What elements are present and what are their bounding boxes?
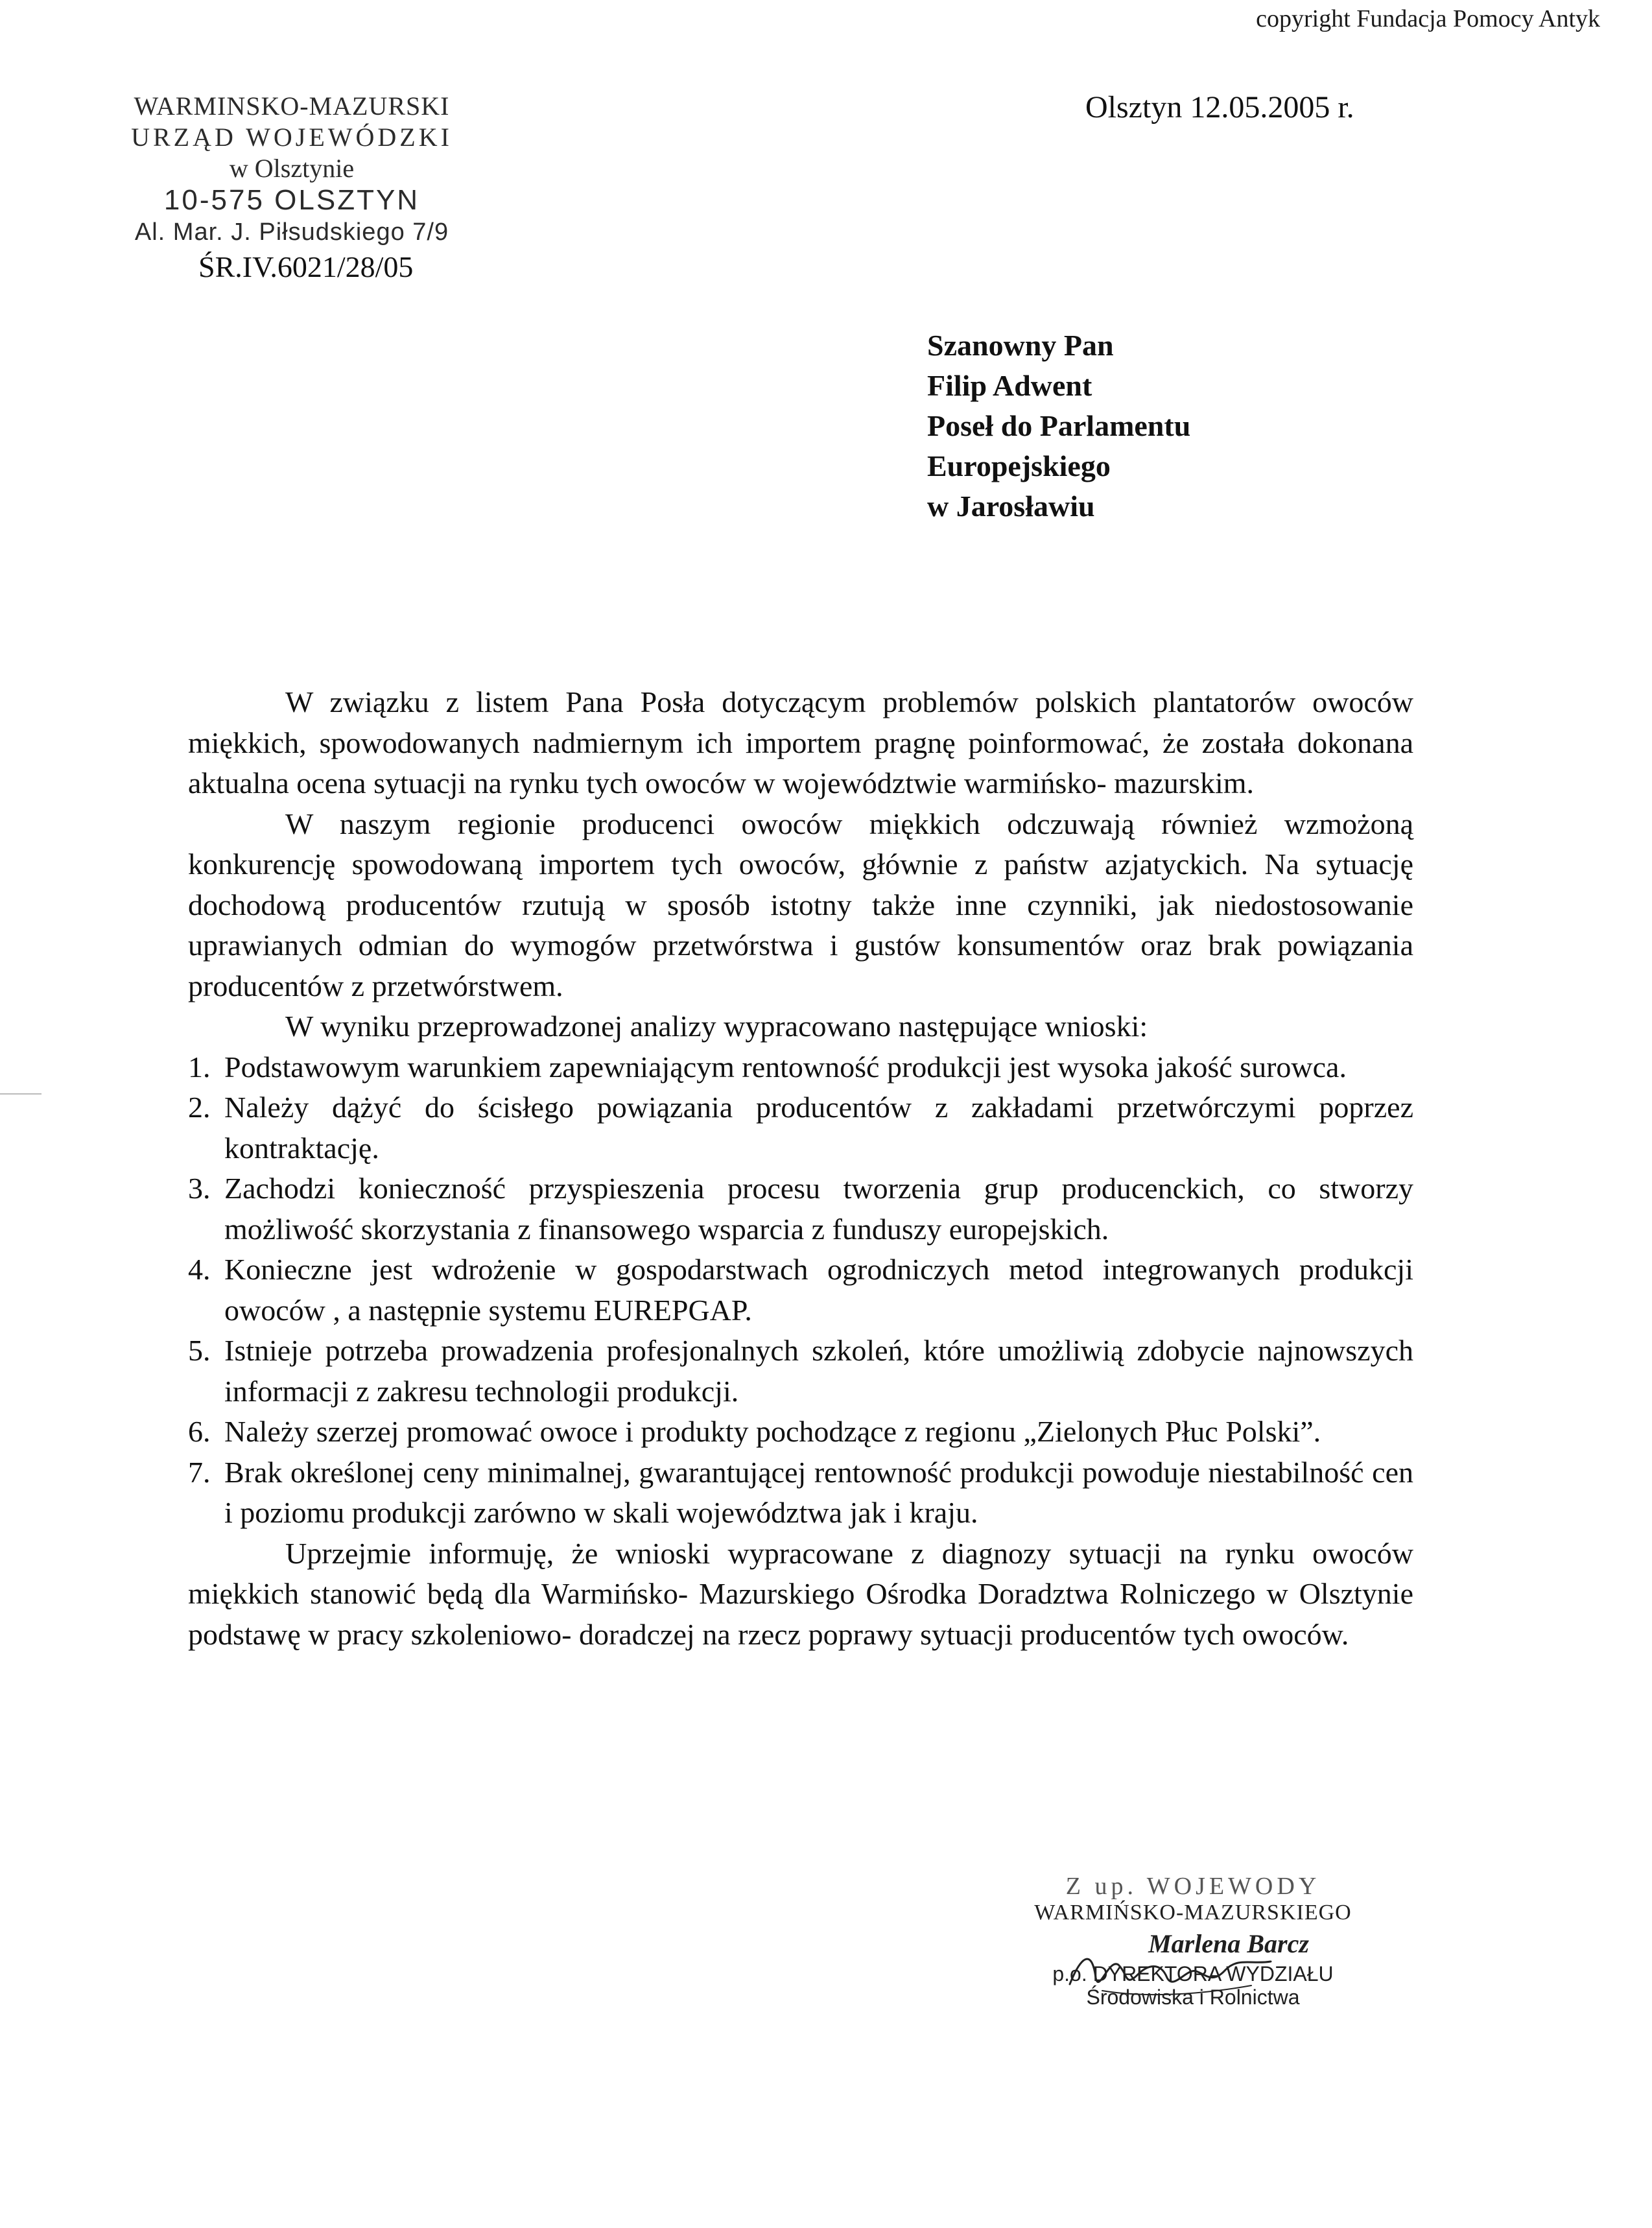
stamp-line: WARMINSKO-MAZURSKI [134, 91, 450, 121]
list-item [188, 1168, 1413, 1250]
scan-edge-mark [0, 1093, 41, 1095]
list-item-number: 2. [188, 1091, 211, 1124]
list-item [188, 1250, 1413, 1331]
copyright-notice: copyright Fundacja Pomocy Antyk [1256, 5, 1600, 32]
list-item-number: 4. [188, 1253, 211, 1286]
list-item-number: 1. [188, 1050, 211, 1084]
place-and-date: Olsztyn 12.05.2005 r. [1085, 90, 1354, 124]
signatory-name: Marlena Barcz [1148, 1929, 1309, 1958]
list-item-text: Brak określonej ceny minimalnej, gwarantującej rentowność produkcji powoduje niestabilność cen i poziomu produkcji zarówno w skali województwa jak i kraju. [224, 1455, 1413, 1529]
list-item-number: 3. [188, 1172, 211, 1205]
addressee-line: Filip Adwent [927, 369, 1092, 402]
list-item-text: Konieczne jest wdrożenie w gospodarstwach ogrodniczych metod integrowanych produkcji owoców , a następnie systemu EUREPGAP. [224, 1253, 1413, 1327]
list-item [188, 1047, 1413, 1088]
addressee-line: Szanowny Pan [927, 329, 1114, 362]
addressee-line: Poseł do Parlamentu [927, 409, 1191, 442]
list-item-text: Zachodzi konieczność przyspieszenia procesu tworzenia grup producenckich, co stworzy możliwość skorzystania z finansowego wsparcia z funduszy europejskich. [224, 1172, 1413, 1246]
list-item-text: Podstawowym warunkiem zapewniającym rentowność produkcji jest wysoka jakość surowca. [224, 1050, 1347, 1084]
office-stamp [104, 91, 480, 248]
list-item-text: Istnieje potrzeba prowadzenia profesjonalnych szkoleń, które umożliwią zdobycie najnowszych informacji z zakresu technologii produkcji. [224, 1334, 1413, 1408]
list-item-number: 5. [188, 1334, 211, 1367]
list-item [188, 1087, 1413, 1168]
list-item [188, 1412, 1413, 1452]
body-paragraph: Uprzejmie informuję, że wnioski wypracowane z diagnozy sytuacji na rynku owoców miękkich stanowić będą dla Warmińsko- Mazurskiego Ośrodka Doradztwa Rolniczego w Olsztynie podstawę w pracy szkoleniowo- doradczej na rzecz poprawy sytuacji producentów tych owoców. [188, 1536, 1413, 1651]
stamp-line: Al. Mar. J. Piłsudskiego 7/9 [134, 219, 449, 246]
stamp-line: 10-575 OLSZTYN [163, 184, 420, 216]
body-paragraph: W naszym regionie producenci owoców miękkich odczuwają również wzmożoną konkurencję spowodowaną importem tych owoców, głównie z państw azjatyckich. Na sytuację dochodową producentów rzutują w sposób istotny także inne czynniki, jak niedostosowanie uprawianych odmian do wymogów przetwórstwa i gustów konsumentów oraz brak powiązania producentów z przetwórstwem. [188, 807, 1413, 1002]
body-paragraph: W związku z listem Pana Posła dotyczącym problemów polskich plantatorów owoców miękkich, spowodowanych nadmiernym ich importem pragnę poinformować, że została dokonana aktualna ocena sytuacji na rynku tych owoców w województwie warmińsko- mazurskim. [188, 685, 1413, 800]
list-item-text: Należy szerzej promować owoce i produkty pochodzące z regionu „Zielonych Płuc Polski”. [224, 1415, 1321, 1448]
body-paragraph: W wyniku przeprowadzonej analizy wypracowano następujące wnioski: [285, 1010, 1148, 1043]
conclusions-list [188, 1047, 1413, 1534]
list-item [188, 1331, 1413, 1412]
stamp-line: URZĄD WOJEWÓDZKI [131, 123, 453, 152]
list-item-number: 6. [188, 1415, 211, 1448]
list-item-text: Należy dążyć do ścisłego powiązania producentów z zakładami przetwórczymi poprzez kontraktację. [224, 1091, 1413, 1165]
addressee-line: w Jarosławiu [927, 490, 1095, 523]
list-item-number: 7. [188, 1455, 211, 1489]
list-item [188, 1452, 1413, 1534]
signature-line: Z up. WOJEWODY [1065, 1873, 1321, 1900]
letter-body [188, 682, 1413, 1655]
signature-line: WARMIŃSKO-MAZURSKIEGO [1034, 1901, 1352, 1925]
addressee-block [927, 326, 1190, 527]
handwritten-signature [1063, 1939, 1277, 2004]
reference-number: ŚR.IV.6021/28/05 [198, 250, 414, 283]
signatory-department: Środowiska i Rolnictwa [1086, 1985, 1300, 2009]
addressee-line: Europejskiego [927, 449, 1111, 482]
signatory-title: p.o. DYREKTORA WYDZIAŁU [1052, 1962, 1334, 1985]
stamp-line: w Olsztynie [229, 154, 355, 183]
